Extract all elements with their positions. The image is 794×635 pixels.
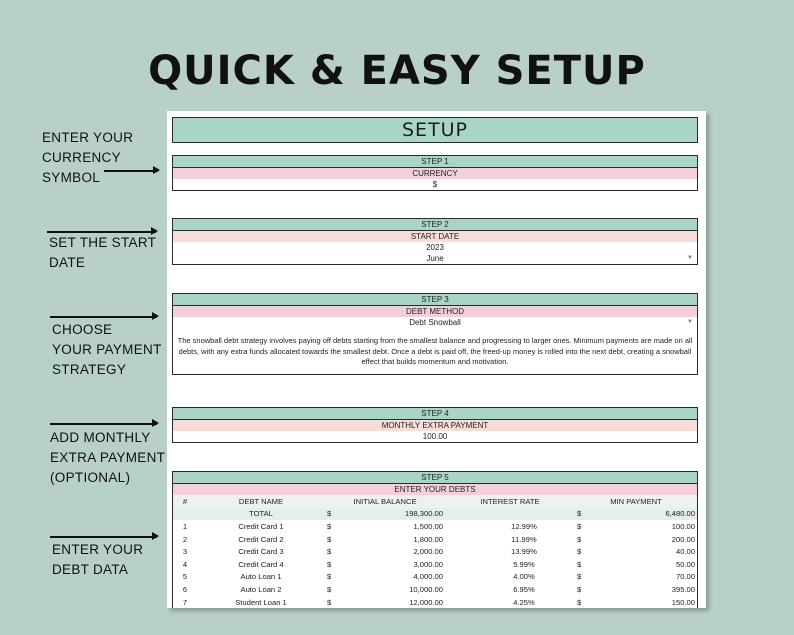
label-line: SET THE START xyxy=(49,235,157,250)
total-balance-currency: $ xyxy=(325,508,345,521)
col-header-name: DEBT NAME xyxy=(197,495,325,508)
min-payment-cell[interactable]: 70.00 xyxy=(675,572,695,582)
col-header-balance: INITIAL BALANCE xyxy=(325,495,445,508)
row-number: 3 xyxy=(182,547,188,557)
debts-table xyxy=(173,495,697,608)
label-debt-data xyxy=(52,540,143,580)
balance-cell[interactable]: 2,000.00 xyxy=(413,547,443,557)
debt-method-value: Debt Snowball xyxy=(409,318,461,327)
step5-header: STEP 5 xyxy=(173,472,697,484)
total-min-payment: 6,480.00 xyxy=(595,508,697,521)
balance-cell[interactable]: 10,000.00 xyxy=(409,584,443,594)
label-line: EXTRA PAYMENT xyxy=(50,450,166,465)
row-number: 7 xyxy=(182,597,188,607)
balance-currency-cell[interactable]: $ xyxy=(327,521,332,531)
table-row[interactable] xyxy=(173,571,697,584)
label-payment-strategy xyxy=(52,320,162,380)
label-line: CHOOSE xyxy=(52,322,113,337)
balance-cell[interactable]: 4,000.00 xyxy=(413,572,443,582)
chevron-down-icon[interactable]: ▼ xyxy=(687,255,693,261)
label-line: SYMBOL xyxy=(42,170,101,185)
col-header-rate: INTEREST RATE xyxy=(445,495,575,508)
step5-block xyxy=(172,471,698,608)
arrow-debt-icon xyxy=(50,536,157,538)
min-currency-cell[interactable]: $ xyxy=(577,534,582,544)
start-date-label: START DATE xyxy=(173,231,697,242)
min-currency-cell[interactable]: $ xyxy=(577,597,582,607)
label-line: DEBT DATA xyxy=(52,562,129,577)
rate-cell[interactable]: 11.99% xyxy=(511,534,537,544)
label-start-date xyxy=(49,233,156,273)
start-year-input[interactable]: 2023 xyxy=(173,242,697,253)
debt-name-cell[interactable]: Auto Loan 1 xyxy=(240,572,282,582)
debt-method-label: DEBT METHOD xyxy=(173,306,697,317)
min-payment-cell[interactable]: 100.00 xyxy=(671,521,695,531)
debt-name-cell[interactable]: Credit Card 2 xyxy=(238,534,284,544)
total-balance: 198,300.00 xyxy=(345,508,445,521)
rate-cell[interactable]: 6.95% xyxy=(513,584,535,594)
balance-cell[interactable]: 12,000.00 xyxy=(409,597,443,607)
arrow-payment-icon xyxy=(50,316,157,318)
arrow-currency-icon xyxy=(104,170,158,172)
step2-header: STEP 2 xyxy=(173,219,697,231)
setup-title-block xyxy=(172,117,698,143)
balance-currency-cell[interactable]: $ xyxy=(327,572,332,582)
label-line: STRATEGY xyxy=(52,362,127,377)
table-row[interactable] xyxy=(173,520,697,533)
table-row[interactable] xyxy=(173,583,697,596)
table-header-row xyxy=(173,495,697,508)
step2-block xyxy=(172,218,698,265)
label-currency xyxy=(42,128,133,188)
col-header-num: # xyxy=(173,495,197,508)
step3-block xyxy=(172,293,698,375)
total-min-currency: $ xyxy=(575,508,595,521)
min-payment-cell[interactable]: 200.00 xyxy=(671,534,695,544)
sheet-title: SETUP xyxy=(173,118,697,142)
label-line: ENTER YOUR xyxy=(42,130,134,145)
row-number: 2 xyxy=(182,534,188,544)
setup-sheet xyxy=(167,111,706,608)
start-month-value: June xyxy=(426,254,444,263)
min-payment-cell[interactable]: 40.00 xyxy=(675,547,695,557)
balance-currency-cell[interactable]: $ xyxy=(327,547,332,557)
balance-currency-cell[interactable]: $ xyxy=(327,534,332,544)
col-header-min: MIN PAYMENT xyxy=(575,495,697,508)
label-line: YOUR PAYMENT xyxy=(52,342,162,357)
debt-method-description: The snowball debt strategy involves paying off debts starting from the smallest balance and progressing to larger ones. Minimum payments are made on all debts, with any extra funds allocated towards the smallest debt. Once a debt is paid off, the freed-up money is rolled into the next debt, creating a snowball effect that builds momentum and motivation. xyxy=(177,336,693,366)
row-number: 4 xyxy=(182,559,188,569)
label-extra-payment xyxy=(50,428,165,488)
min-payment-cell[interactable]: 395.00 xyxy=(671,584,695,594)
rate-cell[interactable]: 13.99% xyxy=(511,547,537,557)
currency-input[interactable]: $ xyxy=(173,179,697,190)
step1-header: STEP 1 xyxy=(173,156,697,168)
debt-method-dropdown[interactable] xyxy=(173,317,697,328)
row-number: 5 xyxy=(182,572,188,582)
table-cell xyxy=(445,508,575,521)
step4-header: STEP 4 xyxy=(173,408,697,420)
step3-header: STEP 3 xyxy=(173,294,697,306)
table-cell xyxy=(173,508,197,521)
debt-name-cell[interactable]: Credit Card 4 xyxy=(238,559,284,569)
label-line: DATE xyxy=(49,255,86,270)
start-month-dropdown[interactable] xyxy=(173,253,697,264)
row-number: 6 xyxy=(182,584,188,594)
balance-cell[interactable]: 1,500.00 xyxy=(413,521,443,531)
arrow-extra-icon xyxy=(50,423,157,425)
balance-cell[interactable]: 1,800.00 xyxy=(413,534,443,544)
step1-block xyxy=(172,155,698,191)
min-currency-cell[interactable]: $ xyxy=(577,572,582,582)
balance-cell[interactable]: 3,000.00 xyxy=(413,559,443,569)
total-row xyxy=(173,508,697,521)
label-line: (OPTIONAL) xyxy=(50,470,131,485)
step4-block xyxy=(172,407,698,443)
page-headline: QUICK & EASY SETUP xyxy=(148,48,646,94)
label-line: ENTER YOUR xyxy=(52,542,144,557)
table-row[interactable] xyxy=(173,558,697,571)
chevron-down-icon[interactable]: ▼ xyxy=(687,319,693,325)
label-line: ADD MONTHLY xyxy=(50,430,151,445)
balance-currency-cell[interactable]: $ xyxy=(327,584,332,594)
min-currency-cell[interactable]: $ xyxy=(577,547,582,557)
currency-label: CURRENCY xyxy=(173,168,697,179)
table-row[interactable] xyxy=(173,545,697,558)
enter-debts-label: ENTER YOUR DEBTS xyxy=(173,484,697,495)
min-currency-cell[interactable]: $ xyxy=(577,559,582,569)
rate-cell[interactable]: 12.99% xyxy=(511,521,537,531)
min-currency-cell[interactable]: $ xyxy=(577,584,582,594)
total-label: TOTAL xyxy=(197,508,325,521)
debt-name-cell[interactable]: Credit Card 3 xyxy=(238,547,284,557)
table-row[interactable] xyxy=(173,533,697,546)
balance-currency-cell[interactable]: $ xyxy=(327,597,332,607)
rate-cell[interactable]: 4.25% xyxy=(513,597,535,607)
label-line: CURRENCY xyxy=(42,150,121,165)
row-number: 1 xyxy=(182,521,188,531)
debt-name-cell[interactable]: Student Loan 1 xyxy=(235,597,287,607)
table-row[interactable] xyxy=(173,596,697,608)
rate-cell[interactable]: 4.00% xyxy=(513,572,535,582)
debt-name-cell[interactable]: Credit Card 1 xyxy=(238,521,284,531)
rate-cell[interactable]: 5.99% xyxy=(513,559,535,569)
min-payment-cell[interactable]: 50.00 xyxy=(675,559,695,569)
min-payment-cell[interactable]: 150.00 xyxy=(671,597,695,607)
balance-currency-cell[interactable]: $ xyxy=(327,559,332,569)
debt-name-cell[interactable]: Auto Loan 2 xyxy=(240,584,282,594)
min-currency-cell[interactable]: $ xyxy=(577,521,582,531)
extra-payment-label: MONTHLY EXTRA PAYMENT xyxy=(173,420,697,431)
extra-payment-input[interactable]: 100.00 xyxy=(173,431,697,442)
